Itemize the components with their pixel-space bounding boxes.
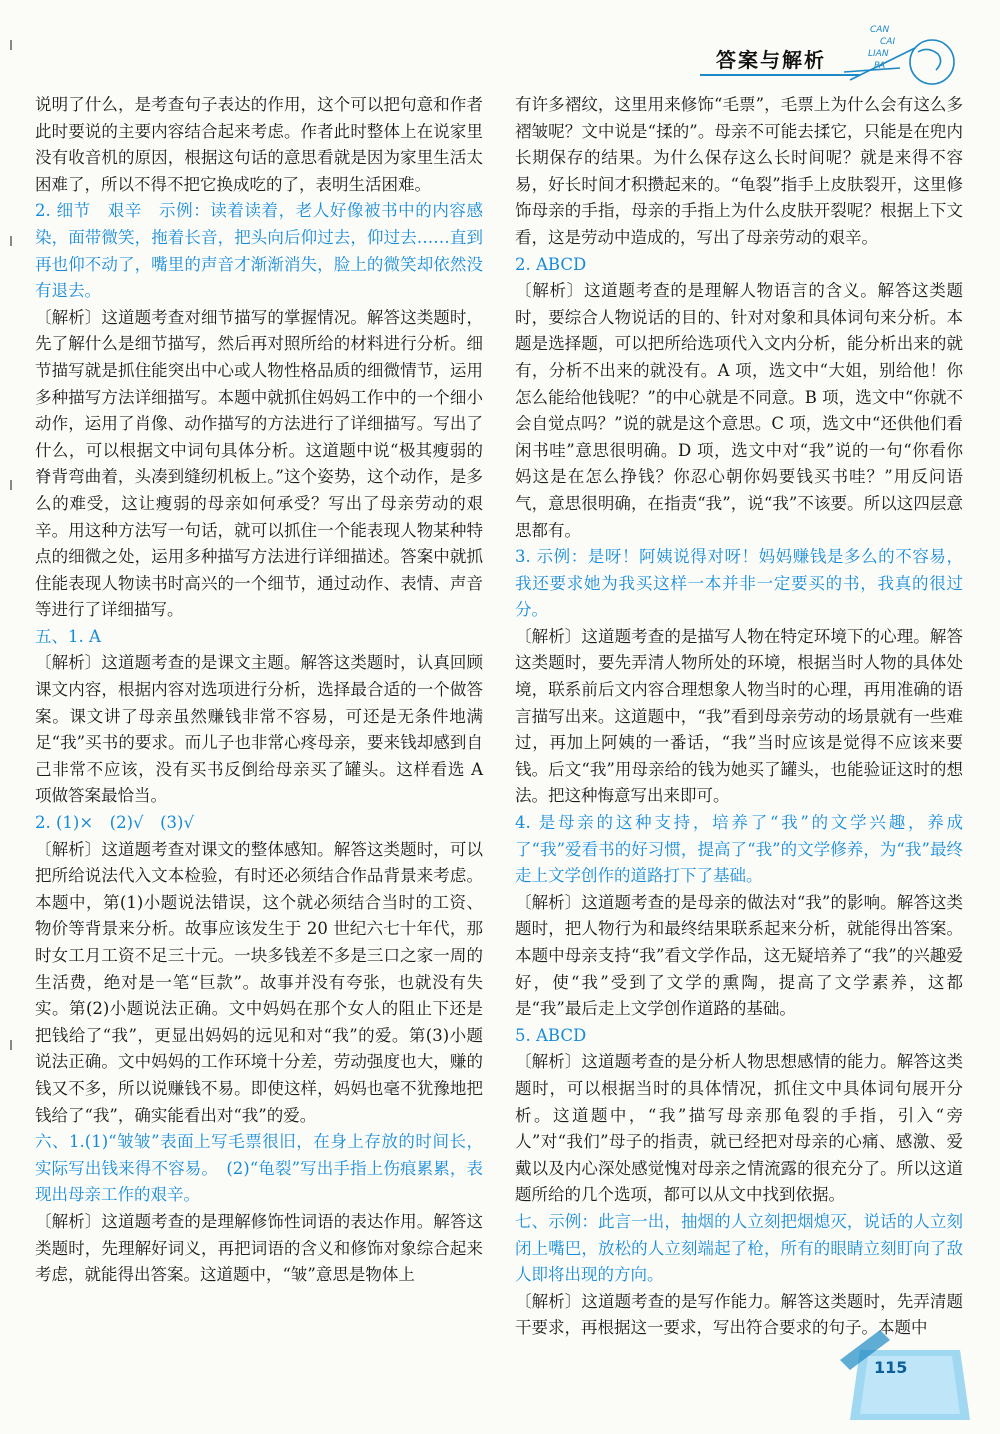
margin-mark [10,1040,12,1050]
page-header [0,0,1000,95]
answer-paragraph: 〔解析〕这道题考查的是描写人物在特定环境下的心理。解答这类题时，要先弄清人物所处的环境，根据当时人物的具体处境，联系前后文内容合理想象人物当时的心理，再用准确的语言描写出来。这道题中，“我”看到母亲劳动的场景就有一些难过，再加上阿姨的一番话，“我”当时应该是觉得不应该来要钱。后文“我”用母亲给的钱为她买了罐头，也能验证这时的想法。把这种悔意写出来即可。 [515,626,963,806]
answer-paragraph: 五、1. A [35,626,101,646]
svg-text:LIAN: LIAN [868,49,889,59]
answer-paragraph: 〔解析〕这道题考查的是母亲的做法对“我”的影响。解答这类题时，把人物行为和最终结果联系起来分析，就能得出答案。本题中母亲支持“我”看文学作品，这无疑培养了“我”的兴趣爱好，使“我”受到了文学的熏陶，提高了文学素养，这都是“我”最后走上文学创作道路的基础。 [515,892,963,1019]
svg-text:CAI: CAI [880,37,896,47]
margin-mark [10,480,12,490]
answer-paragraph: 〔解析〕这道题考查的是分析人物思想感情的能力。解答这类题时，可以根据当时的具体情况，抓住文中具体词句展开分析。这道题中，“我”描写母亲那龟裂的手指，引入“旁人”对“我们”母子的指责，就已经把对母亲的心痛、感激、爱戴以及内心深处感觉愧对母亲之情流露的很充分了。所以这道题所给的几个选项，都可以从文中找到依据。 [515,1052,963,1205]
answer-paragraph: 2. (1)× (2)√ (3)√ [35,813,194,833]
answer-paragraph: 〔解析〕这道题考查的是课文主题。解答这类题时，认真回顾课文内容，根据内容对选项进行分析，选择最合适的一个做答案。课文讲了母亲虽然赚钱非常不容易，可还是无条件地满足“我”买书的要求。而儿子也非常心疼母亲，要来钱却感到自己非常不应该，没有买书反倒给母亲买了罐头。这样看选 A 项做答案最恰当。 [35,653,483,806]
answer-paragraph: 〔解析〕这道题考查对课文的整体感知。解答这类题时，可以把所给说法代入文本检验，有时还必须结合作品背景来考虑。本题中，第(1)小题说法错误，这个就必须结合当时的工资、物价等背景来分析。故事应该发生于 20 世纪六七十年代，那时女工月工资不足三十元。一块多钱差不多是三口之家一周的生活费，绝对是一笔“巨款”。故事并没有夸张，也就没有失实。第(2)小题说法正确。文中妈妈在那个女人的阻止下还是把钱给了“我”，更显出妈妈的远见和对“我”的爱。第(3)小题说法正确。文中妈妈的工作环境十分差，劳动强度也大，赚的钱又不多，所以说赚钱不易。即使这样，妈妈也毫不犹豫地把钱给了“我”，确实能看出对“我”的爱。 [35,839,483,1125]
page-number: 115 [874,1358,908,1377]
header-rule [700,74,860,76]
left-column [35,92,483,1289]
answer-paragraph: 4. 是母亲的这种支持，培养了“我”的文学兴趣，养成了“我”爱看书的好习惯，提高了“我”的文学修养，为“我”最终走上文学创作的道路打下了基础。 [515,813,963,886]
answer-paragraph: 2. ABCD [515,254,587,274]
margin-mark [10,40,12,50]
answer-paragraph: 有许多褶纹，这里用来修饰“毛票”，毛票上为什么会有这么多褶皱呢？文中说是“揉的”。母亲不可能去揉它，只能是在兜内长期保存的结果。为什么保存这么长时间呢？就是来得不容易，好长时间才积攒起来的。“龟裂”指手上皮肤裂开，这里修饰母亲的手指，母亲的手指上为什么皮肤开裂呢？根据上下文看，这是劳动中造成的，写出了母亲劳动的艰辛。 [515,95,963,247]
answer-paragraph: 〔解析〕这道题考查对细节描写的掌握情况。解答这类题时，先了解什么是细节描写，然后再对照所给的材料进行分析。细节描写就是抓住能突出中心或人物性格品质的细微情节，运用多种描写方法详细描写。本题中就抓住妈妈工作中的一个细小动作，运用了肖像、动作描写的方法进行了详细描写。写出了什么，可以根据文中词句具体分析。这道题中说“极其瘦弱的脊背弯曲着，头凑到缝纫机板上。”这个姿势，这个动作，是多么的难受，这让瘦弱的母亲如何承受？写出了母亲劳动的艰辛。用这种方法写一句话，就可以抓住一个能表现人物某种特点的细微之处，运用多种描写方法进行详细描述。答案中就抓住能表现人物读书时高兴的一个细节，通过动作、表情、声音等进行了详细描写。 [35,307,483,620]
answer-paragraph: 2. 细节 艰辛 示例：读着读着，老人好像被书中的内容感染，面带微笑，拖着长音，把头向后仰过去，仰过去……直到再也仰不动了，嘴里的声音才渐渐消失，脸上的微笑却依然没有退去。 [35,201,483,301]
answer-paragraph: 〔解析〕这道题考查的是理解人物语言的含义。解答这类题时，要综合人物说话的目的、针对对象和具体词句来分析。本题是选择题，可以把所给选项代入文内分析，能分析出来的就有，分析不出来的就没有。A 项，选文中“大姐，别给他！你怎么能给他钱呢？”的中心就是不同意。B 项，选文中“你就不会自觉点吗？”说的就是这个意思。C 项，选文中“还供他们看闲书哇”意思很明确。D 项，选文中对“我”说的一句“你看你妈这是在怎么挣钱？你忍心朝你妈要钱买书哇？”用反问语气，意思很明确，在指责“我”，说“我”不该要。所以这四层意思都有。 [515,281,963,540]
answer-paragraph: 3. 示例：是呀！阿姨说得对呀！妈妈赚钱是多么的不容易，我还要求她为我买这样一本并非一定要买的书，我真的很过分。 [515,547,963,620]
right-column [515,92,963,1342]
answer-paragraph: 六、1.(1)“皱皱”表面上写毛票很旧，在身上存放的时间长，实际写出钱来得不容易。 (2)“龟裂”写出手指上伤痕累累，表现出母亲工作的艰辛。 [35,1132,483,1205]
answer-paragraph: 说明了什么，是考查句子表达的作用，这个可以把句意和作者此时要说的主要内容结合起来考虑。作者此时整体上在说家里没有收音机的原因，根据这句话的意思看就是因为家里生活太困难了，所以不得不把它换成吃的了，表明生活困难。 [35,95,483,194]
answer-paragraph: 5. ABCD [515,1025,587,1045]
svg-text:CAN: CAN [870,25,890,35]
publisher-logo-icon [840,18,960,90]
answer-paragraph: 七、示例：此言一出，抽烟的人立刻把烟熄灭，说话的人立刻闭上嘴巴，放松的人立刻端起了枪，所有的眼睛立刻盯向了敌人即将出现的方向。 [515,1211,963,1285]
section-title: 答案与解析 [716,48,826,72]
answer-paragraph: 〔解析〕这道题考查的是理解修饰性词语的表达作用。解答这类题时，先理解好词义，再把词语的含义和修饰对象综合起来考虑，就能得出答案。这道题中，“皱”意思是物体上 [35,1211,483,1285]
margin-mark [10,236,12,246]
answer-paragraph: 〔解析〕这道题考查的是写作能力。解答这类题时，先弄清题干要求，再根据这一要求，写出符合要求的句子。本题中 [515,1291,963,1338]
svg-text:PA: PA [874,61,886,71]
